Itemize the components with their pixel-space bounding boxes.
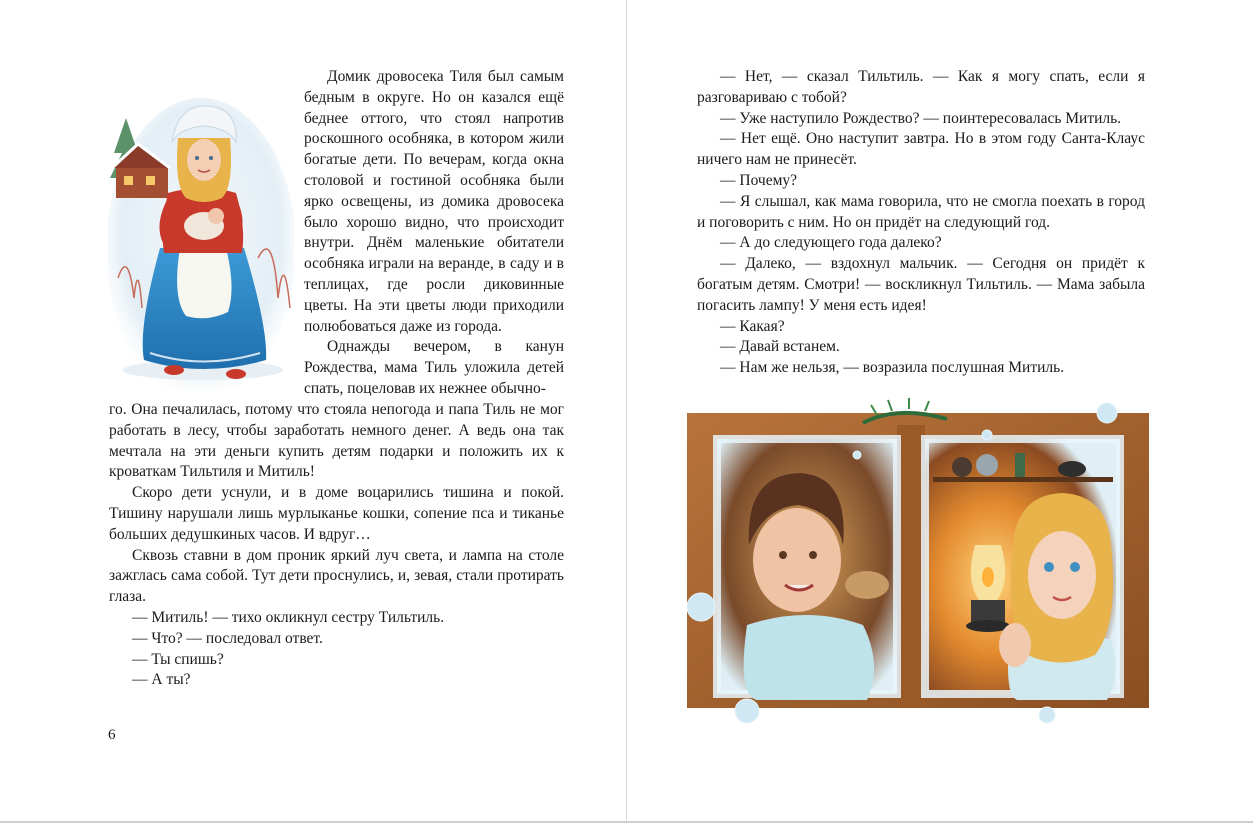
dialogue-line: — Почему?	[720, 171, 798, 189]
paragraph: Скоро дети уснули, и в доме воцарились тишина и покой. Тишину нарушали лишь мурлыканье кошки, сопение пса и тиканье больших дедушкиных часов. И вдруг…	[109, 484, 564, 543]
paragraph: Сквозь ставни в дом проник яркий луч света, и лампа на столе зажглась сама собой. Тут дети проснулись, и, зевая, стали протирать глаза.	[109, 546, 564, 606]
paragraph: Домик дровосека Тиля был самым бедным в округе. Но он казался ещё беднее оттого, что стоял напротив роскошного особняка, в котором жили богатые дети. По вечерам, когда окна столовой и гостиной особняка были ярко освещены, из домика дровосека было хорошо видно, что происходит внутри. Днём маленькие обитатели особняка играли на веранде, в саду и в теплицах, где росли диковинные цветы. На эти цветы люди приходили полюбоваться даже из города.	[304, 68, 564, 335]
page-number: 6	[108, 727, 116, 743]
dialogue-line: — Нам же нельзя, — возразила послушная Митиль.	[720, 359, 1065, 377]
dialogue-text	[697, 67, 1145, 379]
illustration-children-at-window	[687, 395, 1149, 725]
dialogue-line: — Уже наступило Рождество? — поинтересовалась Митиль.	[720, 109, 1122, 127]
paragraph-continuation: го. Она печалилась, потому что стояла непогода и папа Тиль не мог работать в лесу, чтобы заработать немного денег. А ведь она так мечтала на эти деньги купить детям подарки и положить их к кроваткам Тильтиля и Митиль!	[109, 401, 564, 481]
text-full-width	[109, 400, 564, 691]
dialogue-line: — Митиль! — тихо окликнул сестру Тильтиль.	[132, 608, 445, 626]
dialogue-line: — Какая?	[720, 317, 785, 335]
left-page	[0, 0, 626, 823]
dialogue-line: — Что? — последовал ответ.	[132, 629, 323, 647]
right-page	[627, 0, 1253, 823]
text-beside-illustration	[304, 67, 564, 400]
dialogue-line: — Нет ещё. Оно наступит завтра. Но в этом году Санта-Клаус ничего нам не принесёт.	[697, 130, 1145, 169]
paragraph: Однажды вечером, в канун Рождества, мама Тиль уложила детей спать, поцеловав их нежнее обычно-	[304, 338, 564, 397]
dialogue-line: — Давай встанем.	[720, 338, 840, 356]
dialogue-line: — Ты спишь?	[132, 650, 224, 668]
dialogue-line: — А до следующего года далеко?	[720, 234, 942, 252]
dialogue-line: — Я слышал, как мама говорила, что не смогла поехать в город и поговорить с ним. Но он придёт на следующий год.	[697, 192, 1145, 231]
dialogue-line: — Нет, — сказал Тильтиль. — Как я могу спать, если я разговариваю с тобой?	[697, 68, 1145, 106]
illustration-girl-in-winter	[108, 98, 294, 390]
dialogue-line: — Далеко, — вздохнул мальчик. — Сегодня он придёт к богатым детям. Смотри! — воскликнул Тильтиль. — Мама забыла погасить лампу! У меня есть идея!	[697, 255, 1145, 314]
dialogue-line: — А ты?	[132, 671, 191, 689]
